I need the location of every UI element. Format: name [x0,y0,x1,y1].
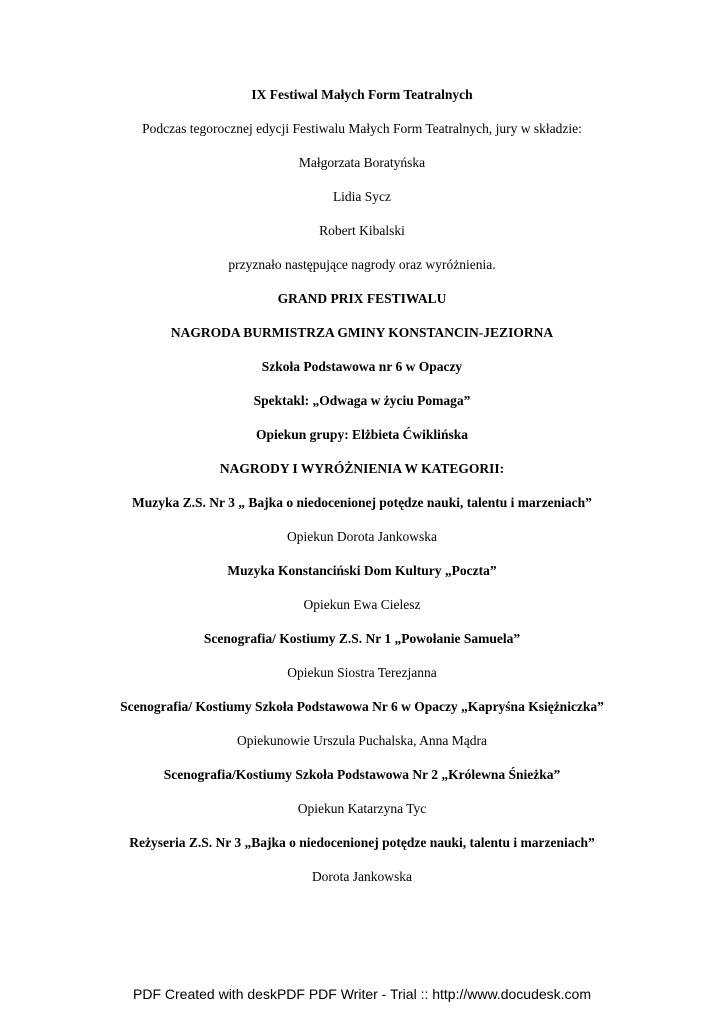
document-line: Scenografia/ Kostiumy Szkoła Podstawowa Nr 6 w Opaczy „Kapryśna Księżniczka” [120,699,604,714]
document-line: Podczas tegorocznej edycji Festiwalu Małych Form Teatralnych, jury w składzie: [142,121,582,136]
document-line: NAGRODY I WYRÓŻNIENIA W KATEGORII: [219,461,505,476]
document-line: Scenografia/ Kostiumy Z.S. Nr 1 „Powołanie Samuela” [203,631,521,646]
document-line: Lidia Sycz [332,189,392,204]
document-line: Opiekun Katarzyna Tyc [297,801,427,816]
pdf-watermark-footer: PDF Created with deskPDF PDF Writer - Trial :: http://www.docudesk.com [133,986,591,1002]
document-line: Dorota Jankowska [311,869,413,884]
document-line: GRAND PRIX FESTIWALU [277,291,447,306]
document-body [40,85,684,901]
document-line: Scenografia/Kostiumy Szkoła Podstawowa Nr 2 „Królewna Śnieżka” [163,767,561,782]
document-line: Muzyka Z.S. Nr 3 „ Bajka o niedocenionej potędze nauki, talentu i marzeniach” [132,495,592,510]
document-line: NAGRODA BURMISTRZA GMINY KONSTANCIN-JEZIORNA [170,325,554,340]
document-line: Szkoła Podstawowa nr 6 w Opaczy [261,359,463,374]
document-line: Robert Kibalski [319,223,405,238]
document-line: Muzyka Konstanciński Dom Kultury „Poczta” [227,563,497,578]
document-line: Opiekun Dorota Jankowska [287,529,437,544]
document-line: Reżyseria Z.S. Nr 3 „Bajka o niedocenionej potędze nauki, talentu i marzeniach” [129,835,595,850]
document-line: Opiekun grupy: Elżbieta Ćwiklińska [256,427,468,442]
document-line: Opiekunowie Urszula Puchalska, Anna Mądra [236,733,488,748]
document-line: Spektakl: „Odwaga w życiu Pomaga” [253,393,471,408]
document-line: Małgorzata Boratyńska [298,155,426,170]
document-line: przyznało następujące nagrody oraz wyróżnienia. [228,257,496,272]
document-line: Opiekun Siostra Terezjanna [287,665,437,680]
document-title: IX Festiwal Małych Form Teatralnych [251,87,473,102]
document-line: Opiekun Ewa Cielesz [303,597,421,612]
